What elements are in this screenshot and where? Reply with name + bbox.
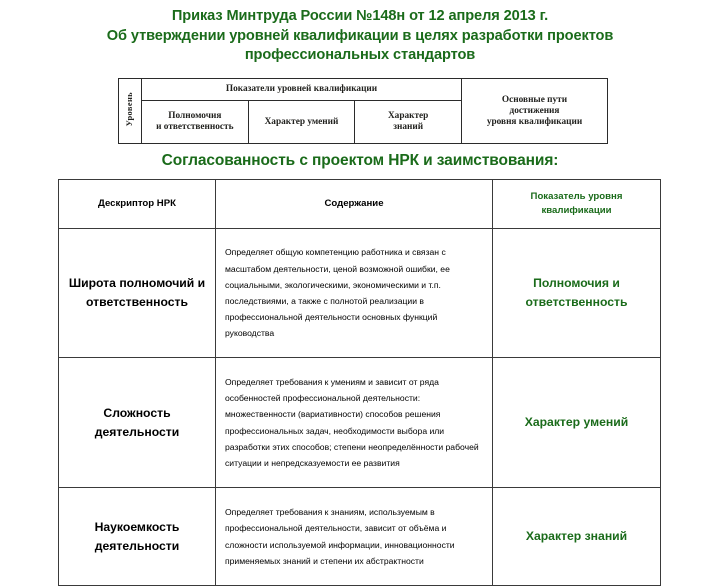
row-3-descriptor-line-1: Наукоемкость: [94, 519, 180, 534]
header-indicator-line-1: Показатель уровня: [530, 191, 623, 202]
row-3-descriptor: [59, 488, 216, 586]
achievement-paths-line-3: уровня квалификации: [486, 116, 583, 127]
row-1-indicator-line-2: ответственность: [525, 295, 628, 309]
page-title-line-1: Приказ Минтруда России №148н от 12 апреля 2013 г.: [171, 8, 549, 24]
indicator-authority-line-2: и ответственность: [156, 122, 234, 132]
indicator-authority-line-1: Полномочия: [168, 111, 222, 121]
achievement-paths-line-2: достижения: [509, 105, 560, 116]
row-2-content: Определяет требования к умениям и зависит от ряда особенностей профессиональной деятельности: множественности (вариативности) способов решения профессиональных задач, необходимости выбора или разработки этих способов; степени неопределённости рабочей ситуации и непредсказуемости ее развития: [216, 358, 493, 488]
row-3-indicator-line-1: Характер знаний: [525, 529, 628, 543]
achievement-paths-header: [462, 79, 608, 144]
row-3-descriptor-line-2: деятельности: [94, 538, 180, 553]
table-row: [59, 488, 661, 586]
header-indicator-line-2: квалификации: [541, 205, 612, 216]
alignment-table-header-row: [59, 180, 661, 229]
table-row: [59, 229, 661, 358]
qualification-levels-table-image: [118, 78, 608, 144]
row-1-descriptor: [59, 229, 216, 358]
row-3-content: Определяет требования к знаниям, используемым в профессиональной деятельности, зависит от объёма и сложности используемой информации, инновационности применяемых знаний и степени их абстрактности: [216, 488, 493, 586]
alignment-table: [58, 179, 661, 586]
header-content: Содержание: [216, 180, 493, 229]
row-1-indicator-line-1: Полномочия и: [533, 276, 620, 290]
section-heading: Согласованность с проектом НРК и заимствования:: [161, 152, 559, 169]
header-indicator: [493, 180, 661, 229]
level-column-header: [119, 79, 142, 144]
page-title: [0, 0, 720, 66]
row-2-descriptor: [59, 358, 216, 488]
indicator-authority-responsibility: [142, 101, 249, 144]
alignment-table-wrap: [58, 179, 660, 586]
row-2-descriptor-line-2: деятельности: [94, 424, 180, 439]
indicator-knowledge-nature: [355, 101, 462, 144]
top-table-header-row: [119, 79, 608, 101]
row-1-indicator: [493, 229, 661, 358]
row-1-content: Определяет общую компетенцию работника и связан с масштабом деятельности, ценой возможной ошибки, ее социальными, экологическими, экономическими и т.п. последствиями, а также с полнотой реализации в профессиональной деятельности основных функций руководства: [216, 229, 493, 358]
row-2-indicator: [493, 358, 661, 488]
page-title-line-2: Об утверждении уровней квалификации в целях разработки проектов: [106, 27, 614, 44]
row-2-indicator-line-1: Характер умений: [524, 415, 629, 429]
achievement-paths-line-1: Основные пути: [501, 94, 568, 105]
row-3-indicator: [493, 488, 661, 586]
qualification-levels-table: [118, 78, 608, 144]
row-1-descriptor-line-2: ответственность: [86, 295, 188, 309]
table-row: [59, 358, 661, 488]
indicator-skills-nature: Характер умений: [248, 101, 355, 144]
page-title-line-3: профессиональных стандартов: [244, 47, 476, 63]
level-column-label: Уровень: [124, 91, 134, 127]
row-2-descriptor-line-1: Сложность: [103, 405, 171, 420]
indicators-group-header: Показатели уровней квалификации: [142, 79, 462, 101]
indicator-knowledge-line-1: Характер: [387, 111, 429, 121]
row-1-descriptor-line-1: Широта полномочий и: [68, 276, 206, 290]
indicator-knowledge-line-2: знаний: [393, 122, 424, 132]
header-descriptor: Дескриптор НРК: [59, 180, 216, 229]
